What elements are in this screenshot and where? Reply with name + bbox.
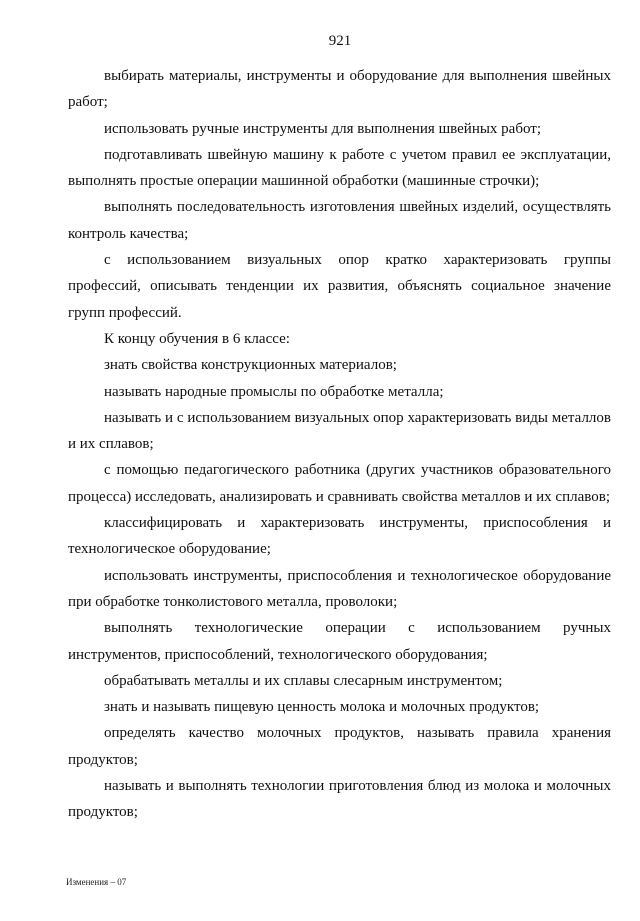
- footer-note: Изменения – 07: [66, 877, 127, 887]
- paragraph: знать и называть пищевую ценность молока и молочных продуктов;: [104, 699, 540, 716]
- document-body: [68, 63, 611, 826]
- paragraph: называть и с использованием визуальных опор характеризовать виды металлов и их сплавов;: [68, 409, 611, 453]
- paragraph: выбирать материалы, инструменты и оборудование для выполнения швейных работ;: [68, 68, 611, 111]
- paragraph: выполнять технологические операции с использованием ручных инструментов, приспособлений, технологического оборудования;: [68, 620, 611, 663]
- paragraph: использовать ручные инструменты для выполнения швейных работ;: [104, 120, 541, 137]
- paragraph: использовать инструменты, приспособления и технологическое оборудование при обработке тонколистового металла, проволоки;: [68, 567, 611, 610]
- section-intro: К концу обучения в 6 классе:: [104, 330, 290, 347]
- paragraph: с использованием визуальных опор кратко характеризовать группы профессий, описывать тенденции их развития, объяснять социальное значение групп профессий.: [68, 252, 611, 321]
- paragraph: обрабатывать металлы и их сплавы слесарным инструментом;: [104, 672, 503, 689]
- paragraph: с помощью педагогического работника (других участников образовательного процесса) исследовать, анализировать и сравнивать свойства металлов и их сплавов;: [68, 462, 611, 505]
- paragraph: называть и выполнять технологии приготовления блюд из молока и молочных продуктов;: [68, 778, 611, 821]
- paragraph: знать свойства конструкционных материалов;: [104, 357, 397, 374]
- paragraph: подготавливать швейную машину к работе с учетом правил ее эксплуатации, выполнять простые операции машинной обработки (машинные строчки);: [68, 146, 611, 190]
- paragraph: классифицировать и характеризовать инструменты, приспособления и технологическое оборудование;: [68, 515, 611, 558]
- paragraph: определять качество молочных продуктов, называть правила хранения продуктов;: [68, 725, 611, 768]
- paragraph: выполнять последовательность изготовления швейных изделий, осуществлять контроль качества;: [68, 199, 611, 242]
- paragraph: называть народные промыслы по обработке металла;: [104, 383, 444, 400]
- page-number: 921: [328, 33, 352, 49]
